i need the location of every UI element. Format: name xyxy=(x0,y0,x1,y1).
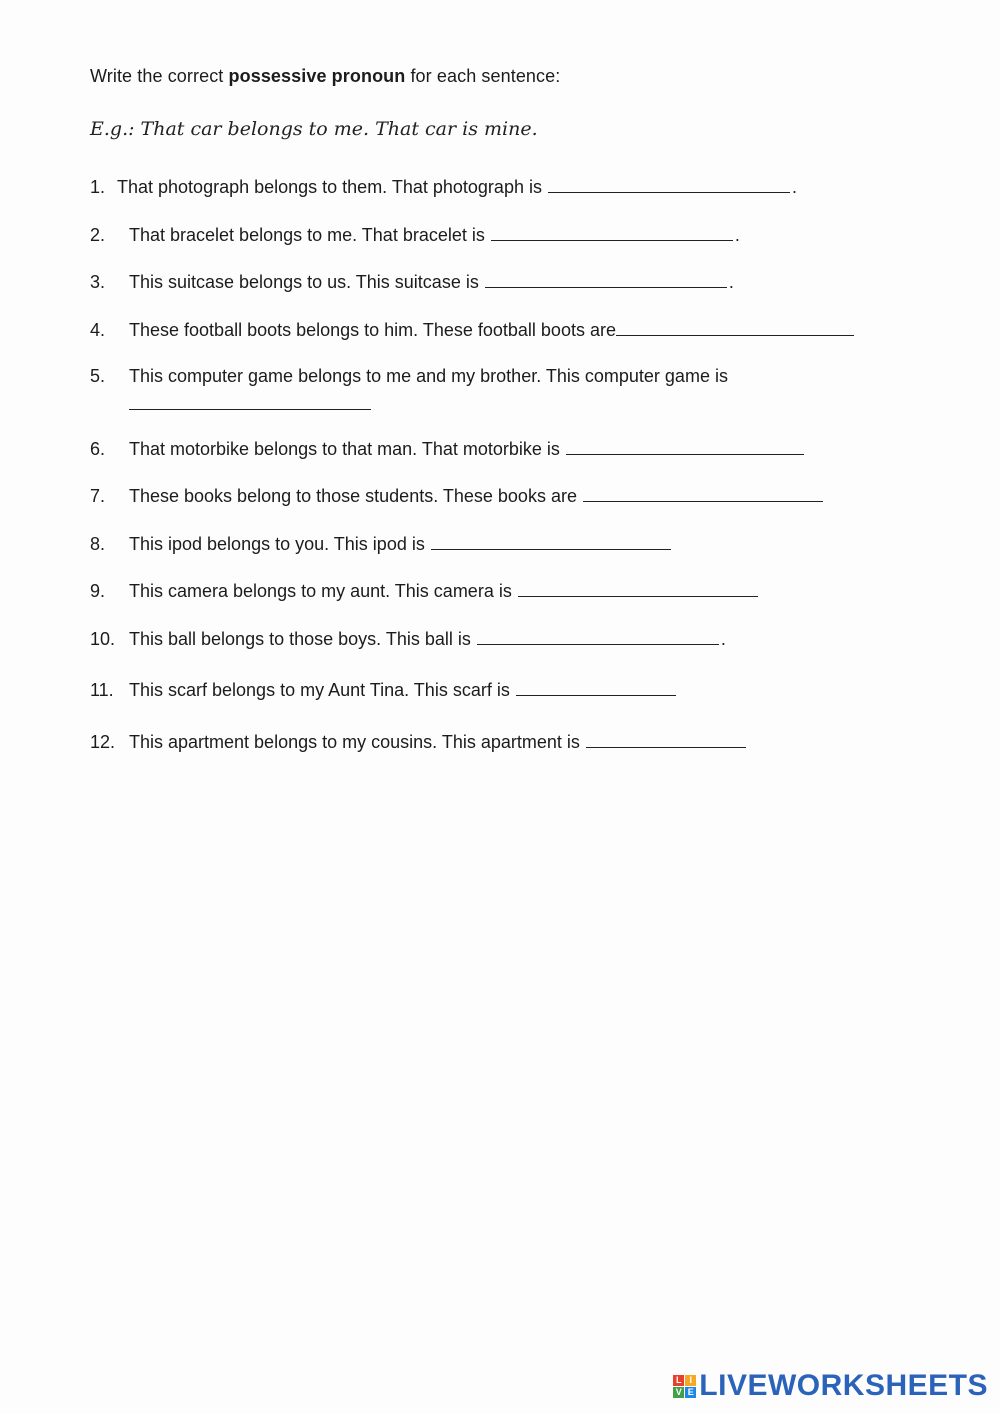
answer-blank-7[interactable] xyxy=(583,484,823,502)
logo-letter-e: E xyxy=(685,1387,696,1398)
question-end: . xyxy=(791,177,797,197)
question-5 xyxy=(90,366,730,387)
answer-blank-1[interactable] xyxy=(548,175,790,193)
question-number: 9. xyxy=(90,581,106,601)
instruction-bold: possessive pronoun xyxy=(228,66,406,86)
question-1 xyxy=(90,175,797,198)
question-3 xyxy=(90,270,734,293)
question-2 xyxy=(90,223,740,246)
answer-blank-2[interactable] xyxy=(491,223,733,241)
question-4 xyxy=(90,318,856,341)
question-text: This ball belongs to those boys. This ball is xyxy=(129,629,471,649)
logo-brand-text: LIVEWORKSHEETS xyxy=(699,1369,988,1402)
question-end: . xyxy=(734,225,740,245)
question-number: 4. xyxy=(90,320,106,340)
question-number: 12. xyxy=(90,732,116,752)
question-text: This camera belongs to my aunt. This camera is xyxy=(129,581,512,601)
question-number: 10. xyxy=(90,629,116,649)
answer-blank-5[interactable] xyxy=(129,392,371,410)
question-text: This computer game belongs to me and my brother. This computer game is xyxy=(129,366,728,386)
question-end: . xyxy=(728,272,734,292)
answer-blank-9[interactable] xyxy=(518,579,758,597)
answer-blank-4[interactable] xyxy=(616,318,854,336)
answer-blank-3[interactable] xyxy=(485,270,727,288)
question-number: 8. xyxy=(90,534,106,554)
question-text: These books belong to those students. These books are xyxy=(129,486,577,506)
question-end: . xyxy=(720,629,726,649)
question-text: This ipod belongs to you. This ipod is xyxy=(129,534,425,554)
answer-blank-8[interactable] xyxy=(431,532,671,550)
logo-letter-i: I xyxy=(685,1375,696,1386)
question-12 xyxy=(90,730,748,753)
question-text: This suitcase belongs to us. This suitcase is xyxy=(129,272,479,292)
question-text: That photograph belongs to them. That photograph is xyxy=(117,177,542,197)
question-number: 7. xyxy=(90,486,106,506)
question-text: These football boots belongs to him. These football boots are xyxy=(129,320,616,340)
instruction-after: for each sentence: xyxy=(405,66,561,86)
question-10 xyxy=(90,627,726,650)
liveworksheets-logo xyxy=(673,1369,988,1403)
question-number: 6. xyxy=(90,439,106,459)
logo-letter-v: V xyxy=(673,1387,684,1398)
question-8 xyxy=(90,532,673,555)
question-number: 2. xyxy=(90,225,106,245)
answer-blank-12[interactable] xyxy=(586,730,746,748)
question-7 xyxy=(90,484,825,507)
instruction-text xyxy=(90,66,560,87)
question-6 xyxy=(90,437,806,460)
question-number: 1. xyxy=(90,177,106,197)
answer-blank-11[interactable] xyxy=(516,678,676,696)
question-text: This scarf belongs to my Aunt Tina. This scarf is xyxy=(129,680,510,700)
question-number: 11. xyxy=(90,680,114,700)
answer-blank-10[interactable] xyxy=(477,627,719,645)
question-text: That bracelet belongs to me. That bracelet is xyxy=(129,225,485,245)
logo-letter-l: L xyxy=(673,1375,684,1386)
question-number: 3. xyxy=(90,272,106,292)
question-text: That motorbike belongs to that man. That motorbike is xyxy=(129,439,560,459)
instruction-before: Write the correct xyxy=(90,66,229,86)
logo-icon xyxy=(673,1375,696,1398)
answer-blank-6[interactable] xyxy=(566,437,804,455)
question-number: 5. xyxy=(90,366,106,386)
question-9 xyxy=(90,579,760,602)
question-text: This apartment belongs to my cousins. This apartment is xyxy=(129,732,580,752)
question-11 xyxy=(90,678,678,701)
example-sentence: E.g.: That car belongs to me. That car is mine. xyxy=(90,118,538,140)
